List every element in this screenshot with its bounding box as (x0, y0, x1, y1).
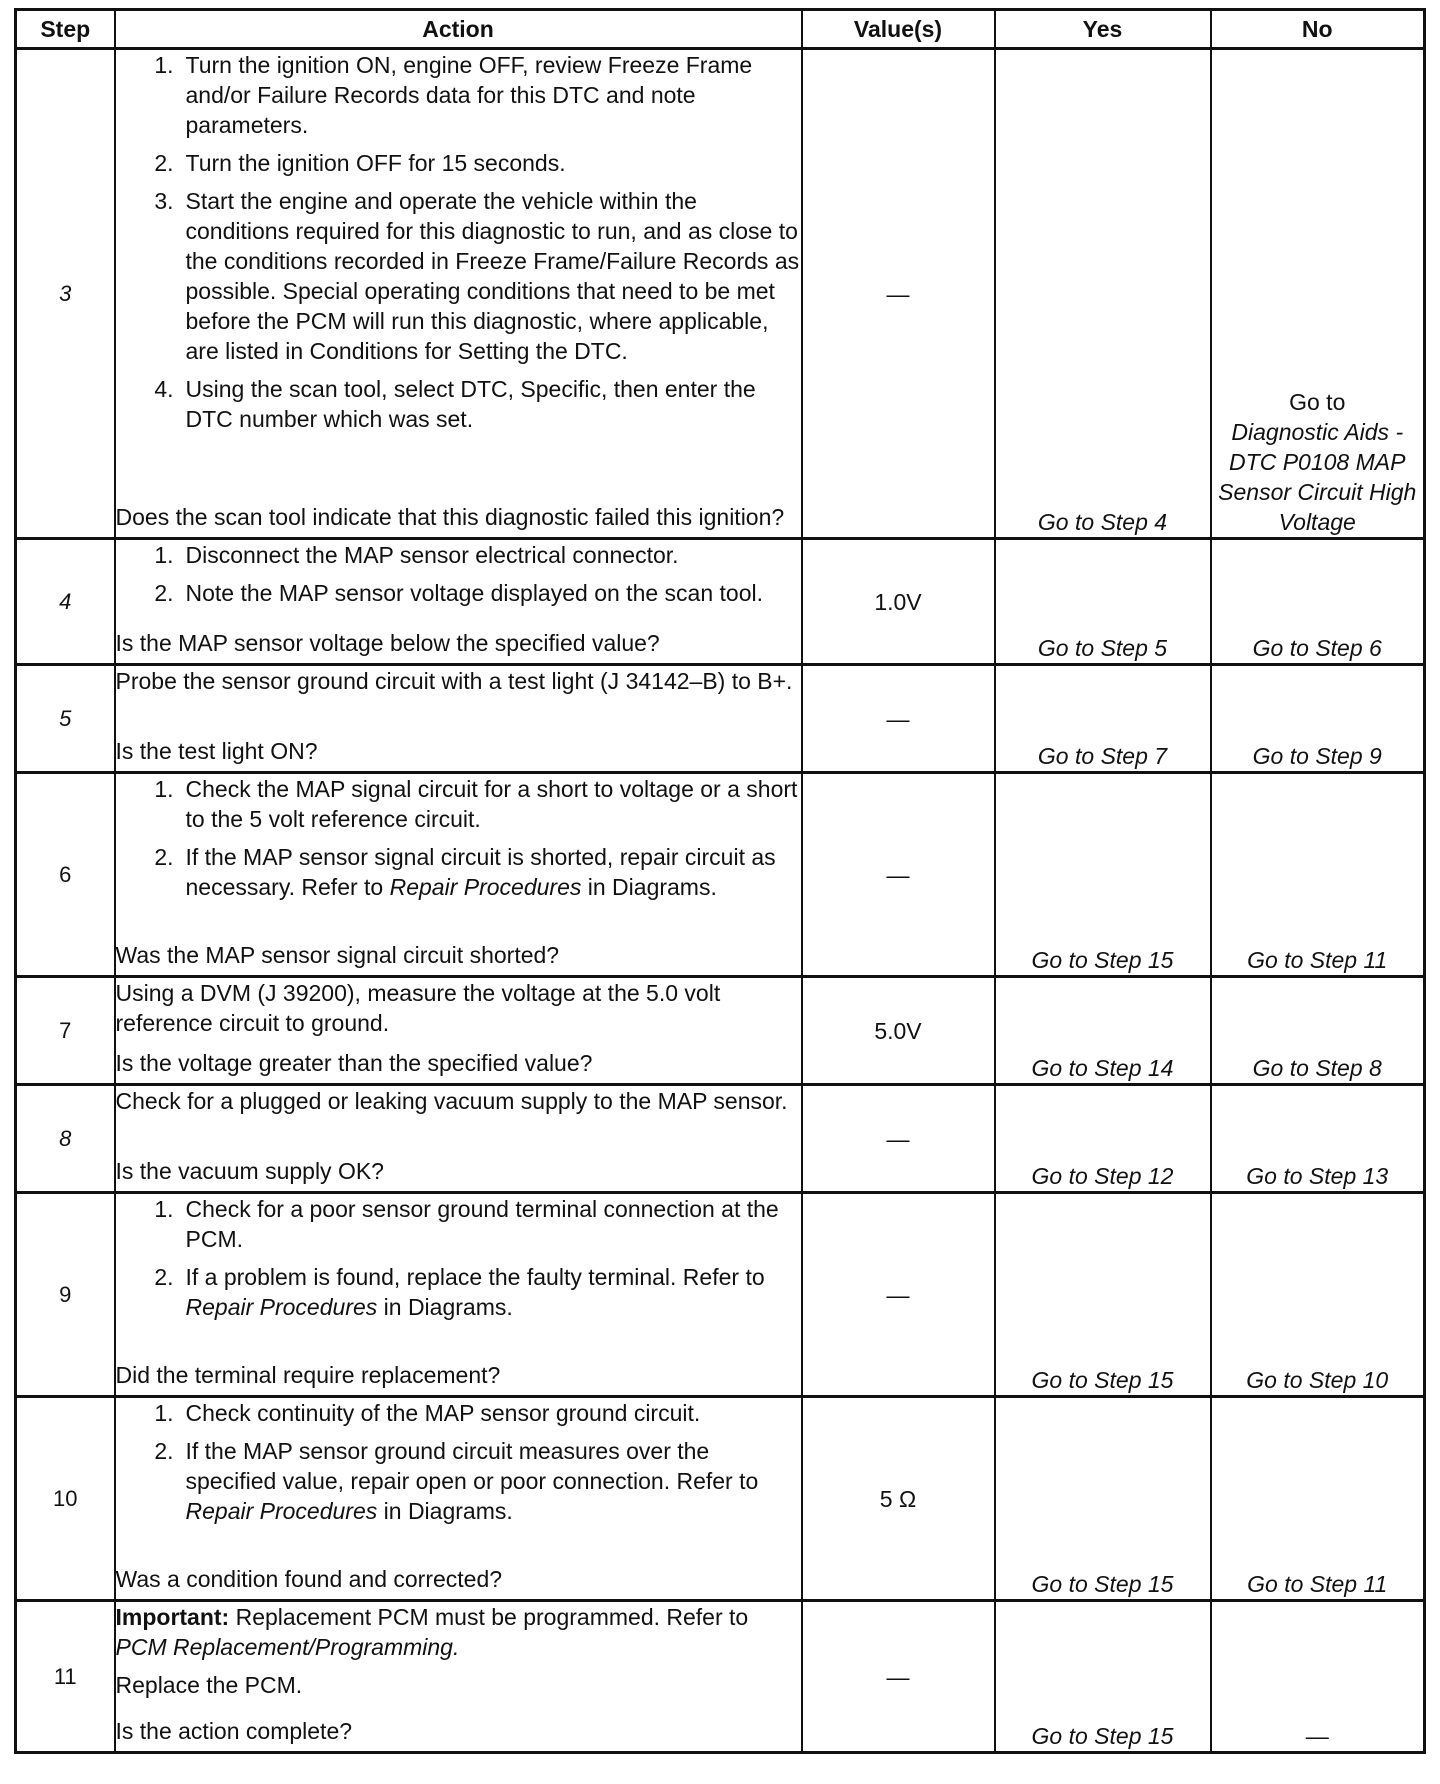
action-question: Did the terminal require replacement? (115, 1362, 501, 1388)
action-cell (115, 539, 802, 665)
no-link[interactable]: Go to Step 10 (1211, 1193, 1425, 1397)
no-link[interactable]: Go to Step 6 (1211, 539, 1425, 665)
list-item: 1. Turn the ignition ON, engine OFF, review Freeze Frame and/or Failure Records data for this DTC and note parameters. (154, 52, 753, 138)
no-link[interactable]: Go to Step 11 (1211, 773, 1425, 977)
action-cell (115, 1193, 802, 1397)
action-text: Replace the PCM. (115, 1672, 303, 1698)
value-cell: — (802, 773, 995, 977)
list-item: 2. Note the MAP sensor voltage displayed on the scan tool. (154, 580, 763, 606)
step-number: 4 (16, 539, 115, 665)
action-question: Is the voltage greater than the specified value? (115, 1050, 593, 1076)
action-text: Check for a plugged or leaking vacuum supply to the MAP sensor. (115, 1088, 788, 1114)
list-item: 1. Check for a poor sensor ground terminal connection at the PCM. (154, 1196, 779, 1252)
list-item: 2. If a problem is found, replace the faulty terminal. Refer to Repair Procedures in Diagrams. (154, 1264, 765, 1320)
action-cell (115, 49, 802, 539)
list-item: 1. Disconnect the MAP sensor electrical connector. (154, 542, 679, 568)
step-number: 11 (16, 1601, 115, 1753)
header-row (16, 10, 1425, 49)
header-values: Value(s) (802, 10, 995, 49)
pcm-replacement-ref: PCM Replacement/Programming. (115, 1634, 460, 1660)
header-action: Action (115, 10, 802, 49)
important-note: Important: Replacement PCM must be programmed. Refer to PCM Replacement/Programming. (115, 1604, 749, 1660)
repair-procedures-ref: Repair Procedures (185, 1294, 378, 1320)
no-link[interactable] (1211, 49, 1425, 539)
action-list (116, 50, 801, 442)
step-number: 10 (16, 1397, 115, 1601)
table-row (16, 1085, 1425, 1193)
diagnostic-table (14, 8, 1426, 1754)
header-yes: Yes (995, 10, 1211, 49)
action-list (116, 1398, 801, 1534)
no-link: — (1211, 1601, 1425, 1753)
action-list (116, 774, 801, 910)
value-cell: — (802, 49, 995, 539)
no-link[interactable]: Go to Step 9 (1211, 665, 1425, 773)
yes-link[interactable]: Go to Step 15 (995, 1193, 1211, 1397)
action-question: Was a condition found and corrected? (115, 1566, 503, 1592)
action-question: Is the test light ON? (115, 738, 318, 764)
step-number: 6 (16, 773, 115, 977)
table-row (16, 773, 1425, 977)
action-cell (115, 1397, 802, 1601)
header-step: Step (16, 10, 115, 49)
list-item: 3. Start the engine and operate the vehicle within the conditions required for this diagnostic to run, and as close to the conditions recorded in Freeze Frame/Failure Records as possible. Special operating conditions that need to be met before the PCM will run this diagnostic, where applicable, are listed in Conditions for Setting the DTC. (154, 188, 800, 364)
step-number: 7 (16, 977, 115, 1085)
value-cell: — (802, 665, 995, 773)
no-link[interactable]: Go to Step 11 (1211, 1397, 1425, 1601)
action-question: Is the vacuum supply OK? (115, 1158, 384, 1184)
table-row (16, 49, 1425, 539)
action-cell (115, 1601, 802, 1753)
table-row (16, 1397, 1425, 1601)
repair-procedures-ref: Repair Procedures (389, 874, 582, 900)
table-row (16, 1601, 1425, 1753)
table-row (16, 977, 1425, 1085)
list-item: 4. Using the scan tool, select DTC, Specific, then enter the DTC number which was set. (154, 376, 756, 432)
table-row (16, 1193, 1425, 1397)
action-cell (115, 665, 802, 773)
no-link[interactable]: Go to Step 13 (1211, 1085, 1425, 1193)
value-cell: 5.0V (802, 977, 995, 1085)
step-number: 3 (16, 49, 115, 539)
action-question: Was the MAP sensor signal circuit shorted? (115, 942, 560, 968)
repair-procedures-ref: Repair Procedures (185, 1498, 378, 1524)
action-text: Probe the sensor ground circuit with a test light (J 34142–B) to B+. (115, 668, 793, 694)
list-item: 1. Check continuity of the MAP sensor ground circuit. (154, 1400, 701, 1426)
action-question: Is the MAP sensor voltage below the specified value? (115, 630, 660, 656)
list-item: 2. If the MAP sensor ground circuit measures over the specified value, repair open or poor connection. Refer to Repair Procedures in Diagrams. (154, 1438, 759, 1524)
step-number: 5 (16, 665, 115, 773)
list-item: 2. If the MAP sensor signal circuit is shorted, repair circuit as necessary. Refer to Repair Procedures in Diagrams. (154, 844, 776, 900)
step-number: 9 (16, 1193, 115, 1397)
list-item: 1. Check the MAP signal circuit for a short to voltage or a short to the 5 volt reference circuit. (154, 776, 798, 832)
action-text: Using a DVM (J 39200), measure the voltage at the 5.0 volt reference circuit to ground. (115, 980, 721, 1036)
yes-link[interactable]: Go to Step 15 (995, 1601, 1211, 1753)
yes-link[interactable]: Go to Step 12 (995, 1085, 1211, 1193)
value-cell: — (802, 1085, 995, 1193)
no-link-prefix: Go to (1289, 389, 1346, 415)
value-cell: — (802, 1193, 995, 1397)
value-cell: — (802, 1601, 995, 1753)
action-list (116, 540, 801, 616)
action-question: Does the scan tool indicate that this diagnostic failed this ignition? (115, 504, 785, 530)
step-number: 8 (16, 1085, 115, 1193)
no-link-target: Diagnostic Aids - DTC P0108 MAP Sensor Circuit High Voltage (1218, 419, 1417, 535)
action-cell (115, 1085, 802, 1193)
action-cell (115, 773, 802, 977)
yes-link[interactable]: Go to Step 15 (995, 773, 1211, 977)
value-cell: 5 Ω (802, 1397, 995, 1601)
value-cell: 1.0V (802, 539, 995, 665)
table-row (16, 665, 1425, 773)
important-label: Important: (115, 1604, 230, 1630)
action-question: Is the action complete? (115, 1718, 353, 1744)
list-item: 2. Turn the ignition OFF for 15 seconds. (154, 150, 566, 176)
action-cell (115, 977, 802, 1085)
yes-link[interactable]: Go to Step 5 (995, 539, 1211, 665)
no-link[interactable]: Go to Step 8 (1211, 977, 1425, 1085)
yes-link[interactable]: Go to Step 15 (995, 1397, 1211, 1601)
yes-link[interactable]: Go to Step 7 (995, 665, 1211, 773)
header-no: No (1211, 10, 1425, 49)
yes-link[interactable]: Go to Step 4 (995, 49, 1211, 539)
action-list (116, 1194, 801, 1330)
table-row (16, 539, 1425, 665)
yes-link[interactable]: Go to Step 14 (995, 977, 1211, 1085)
